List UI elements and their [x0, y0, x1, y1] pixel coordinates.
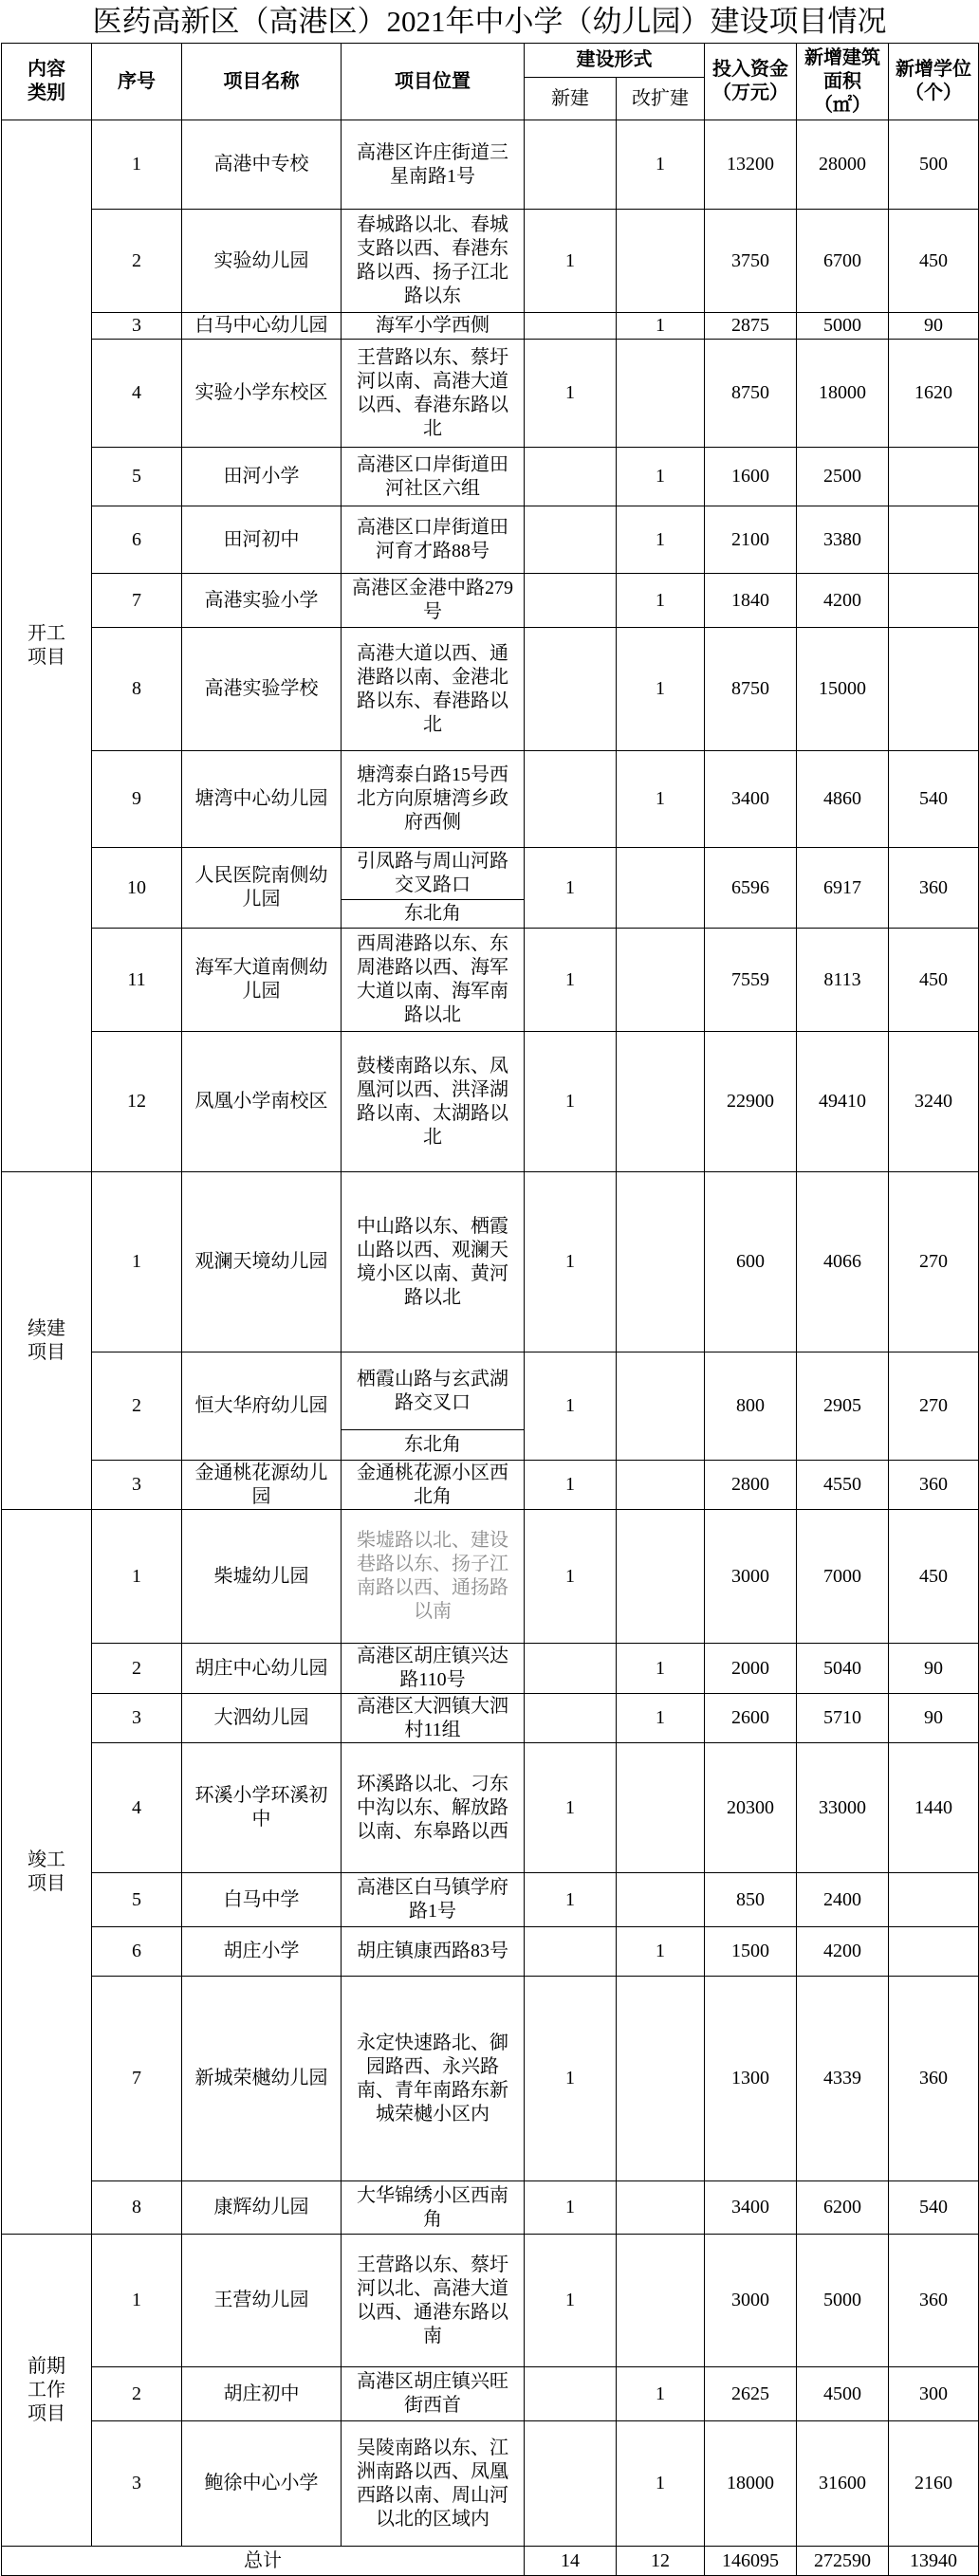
project-location-cell	[342, 929, 525, 1032]
new-seats-cell: 2160	[889, 2421, 979, 2547]
investment-cell: 1600	[705, 448, 797, 506]
new-build-cell: 1	[525, 1461, 617, 1510]
total-label: 总计	[2, 2547, 525, 2576]
location-text: 胡庄镇康西路83号	[357, 1941, 508, 1961]
location-text: 金通桃花源小区西北角	[357, 1462, 508, 1507]
new-area-cell: 4500	[797, 2367, 889, 2421]
location-main: 引凤路与周山河路交叉路口	[357, 851, 508, 895]
location-text: 环溪路以北、刁东中沟以东、解放路以南、东皋路以西	[357, 1773, 508, 1842]
renovation-cell: 1	[617, 628, 705, 751]
renovation-cell: 1	[617, 1694, 705, 1743]
project-name-cell: 环溪小学环溪初中	[182, 1743, 342, 1873]
new-seats-cell: 540	[889, 2181, 979, 2235]
new-build-cell	[525, 120, 617, 210]
new-seats-cell: 270	[889, 1172, 979, 1352]
table-row	[2, 574, 979, 628]
location-text: 王营路以东、蔡圩河以南、高港大道以西、春港东路以北	[357, 346, 508, 439]
project-location-cell	[342, 506, 525, 574]
new-area-cell: 5040	[797, 1644, 889, 1694]
header-category-label: 内容类别	[28, 59, 65, 103]
table-row	[2, 120, 979, 210]
investment-cell: 3400	[705, 751, 797, 848]
header-new-area	[797, 44, 889, 120]
new-seats-cell: 90	[889, 1644, 979, 1694]
new-area-cell: 28000	[797, 120, 889, 210]
new-seats-cell: 540	[889, 751, 979, 848]
location-text: 高港区口岸街道田河育才路88号	[357, 517, 508, 561]
header-project-name: 项目名称	[182, 44, 342, 120]
table-row	[2, 1694, 979, 1743]
new-seats-cell	[889, 1873, 979, 1927]
seq-cell: 3	[92, 1694, 182, 1743]
project-name-cell: 海军大道南侧幼儿园	[182, 929, 342, 1032]
category-label: 开工项目	[28, 623, 65, 668]
new-build-cell: 1	[525, 1510, 617, 1644]
renovation-cell	[617, 2181, 705, 2235]
seq-cell: 7	[92, 1977, 182, 2181]
project-location-cell	[342, 1644, 525, 1694]
investment-cell: 13200	[705, 120, 797, 210]
investment-cell: 3400	[705, 2181, 797, 2235]
header-new-area-label: 新增建筑面积（㎡）	[804, 46, 880, 116]
project-name-cell: 金通桃花源幼儿园	[182, 1461, 342, 1510]
seq-cell: 3	[92, 313, 182, 340]
renovation-cell: 1	[617, 574, 705, 628]
new-build-cell	[525, 574, 617, 628]
renovation-cell	[617, 340, 705, 448]
new-area-cell: 7000	[797, 1510, 889, 1644]
header-renovation: 改扩建	[617, 78, 705, 120]
investment-cell: 6596	[705, 848, 797, 929]
category-label: 前期工作项目	[28, 2355, 65, 2424]
investment-cell: 22900	[705, 1032, 797, 1172]
category-label: 竣工项目	[28, 1849, 65, 1894]
project-location-cell	[342, 2367, 525, 2421]
project-name-cell: 恒大华府幼儿园	[182, 1352, 342, 1461]
table-row	[2, 1510, 979, 1644]
project-location-cell	[342, 751, 525, 848]
new-area-cell: 6700	[797, 210, 889, 313]
project-name-cell: 实验幼儿园	[182, 210, 342, 313]
new-build-cell	[525, 628, 617, 751]
seq-cell: 2	[92, 1352, 182, 1461]
header-category	[2, 44, 92, 120]
location-extra: 东北角	[342, 1429, 524, 1460]
seq-cell: 1	[92, 120, 182, 210]
project-name-cell: 高港实验学校	[182, 628, 342, 751]
investment-cell: 8750	[705, 340, 797, 448]
investment-cell: 2625	[705, 2367, 797, 2421]
seq-cell: 4	[92, 340, 182, 448]
new-build-cell: 1	[525, 1873, 617, 1927]
project-location-cell	[342, 1694, 525, 1743]
category-label: 续建项目	[28, 1317, 65, 1363]
new-area-cell: 6200	[797, 2181, 889, 2235]
renovation-cell: 1	[617, 751, 705, 848]
location-text: 高港区口岸街道田河社区六组	[357, 453, 508, 499]
project-name-cell: 白马中学	[182, 1873, 342, 1927]
new-seats-cell: 90	[889, 1694, 979, 1743]
investment-cell: 1840	[705, 574, 797, 628]
renovation-cell	[617, 1032, 705, 1172]
new-area-cell: 2400	[797, 1873, 889, 1927]
seq-cell: 1	[92, 2235, 182, 2367]
seq-cell: 8	[92, 628, 182, 751]
renovation-cell	[617, 1352, 705, 1461]
investment-cell: 7559	[705, 929, 797, 1032]
project-name-cell: 观澜天境幼儿园	[182, 1172, 342, 1352]
new-area-cell: 8113	[797, 929, 889, 1032]
renovation-cell	[617, 1873, 705, 1927]
new-seats-cell: 1440	[889, 1743, 979, 1873]
new-seats-cell: 1620	[889, 340, 979, 448]
project-location-cell	[342, 1743, 525, 1873]
new-build-cell: 1	[525, 2235, 617, 2367]
new-seats-cell: 3240	[889, 1032, 979, 1172]
new-area-cell: 15000	[797, 628, 889, 751]
total-investment: 146095	[705, 2547, 797, 2576]
seq-cell: 7	[92, 574, 182, 628]
total-new-area: 272590	[797, 2547, 889, 2576]
new-area-cell: 4550	[797, 1461, 889, 1510]
new-seats-cell	[889, 574, 979, 628]
project-name-cell: 高港实验小学	[182, 574, 342, 628]
seq-cell: 2	[92, 1644, 182, 1694]
new-seats-cell: 270	[889, 1352, 979, 1461]
new-build-cell: 1	[525, 1977, 617, 2181]
investment-cell: 800	[705, 1352, 797, 1461]
project-location-cell	[342, 2181, 525, 2235]
new-build-cell	[525, 313, 617, 340]
table-row	[2, 2235, 979, 2367]
table-row	[2, 929, 979, 1032]
category-cell	[2, 1172, 92, 1510]
investment-cell: 8750	[705, 628, 797, 751]
new-seats-cell	[889, 448, 979, 506]
location-text: 吴陵南路以东、江洲南路以西、凤凰西路以南、周山河以北的区域内	[357, 2437, 508, 2530]
new-build-cell: 1	[525, 1032, 617, 1172]
renovation-cell	[617, 2235, 705, 2367]
new-area-cell: 31600	[797, 2421, 889, 2547]
new-area-cell: 2905	[797, 1352, 889, 1461]
project-name-cell: 鲍徐中心小学	[182, 2421, 342, 2547]
renovation-cell: 1	[617, 448, 705, 506]
renovation-cell	[617, 848, 705, 929]
seq-cell: 4	[92, 1743, 182, 1873]
renovation-cell	[617, 1461, 705, 1510]
new-build-cell	[525, 2421, 617, 2547]
project-location-cell	[342, 848, 525, 929]
project-location-cell	[342, 2421, 525, 2547]
new-area-cell: 5000	[797, 2235, 889, 2367]
table-row	[2, 1032, 979, 1172]
seq-cell: 9	[92, 751, 182, 848]
location-text: 高港区金港中路279号	[352, 578, 513, 622]
investment-cell: 2875	[705, 313, 797, 340]
investment-cell: 3000	[705, 1510, 797, 1644]
header-project-location: 项目位置	[342, 44, 525, 120]
table-row	[2, 1352, 979, 1461]
project-location-cell	[342, 120, 525, 210]
project-table	[1, 43, 979, 2576]
location-text: 鼓楼南路以东、凤凰河以西、洪泽湖路以南、太湖路以北	[357, 1055, 508, 1148]
project-location-cell	[342, 340, 525, 448]
table-row	[2, 1172, 979, 1352]
renovation-cell	[617, 1743, 705, 1873]
new-seats-cell: 300	[889, 2367, 979, 2421]
project-location-cell	[342, 628, 525, 751]
header-investment-label: 投入资金（万元）	[712, 59, 788, 103]
new-seats-cell: 360	[889, 848, 979, 929]
investment-cell: 3000	[705, 2235, 797, 2367]
seq-cell: 5	[92, 448, 182, 506]
new-seats-cell: 500	[889, 120, 979, 210]
investment-cell: 2000	[705, 1644, 797, 1694]
new-area-cell: 5710	[797, 1694, 889, 1743]
seq-cell: 2	[92, 210, 182, 313]
renovation-cell: 1	[617, 1927, 705, 1977]
new-seats-cell: 360	[889, 2235, 979, 2367]
new-build-cell: 1	[525, 1352, 617, 1461]
category-cell	[2, 1510, 92, 2235]
new-area-cell: 6917	[797, 848, 889, 929]
table-row	[2, 848, 979, 929]
project-name-cell: 大泗幼儿园	[182, 1694, 342, 1743]
location-text: 海军小学西侧	[376, 315, 490, 336]
new-area-cell: 4066	[797, 1172, 889, 1352]
project-location-cell	[342, 1352, 525, 1461]
project-name-cell: 胡庄初中	[182, 2367, 342, 2421]
new-seats-cell: 360	[889, 1977, 979, 2181]
location-text: 西周港路以东、东周港路以西、海军大道以南、海军南路以北	[357, 933, 508, 1025]
location-text: 塘湾泰白路15号西北方向原塘湾乡政府西侧	[357, 764, 508, 833]
new-area-cell: 4200	[797, 1927, 889, 1977]
new-build-cell: 1	[525, 929, 617, 1032]
project-name-cell: 高港中专校	[182, 120, 342, 210]
seq-cell: 11	[92, 929, 182, 1032]
new-build-cell: 1	[525, 210, 617, 313]
location-text: 高港区胡庄镇兴达路110号	[357, 1646, 508, 1690]
category-cell	[2, 2235, 92, 2547]
location-main: 栖霞山路与玄武湖路交叉口	[357, 1368, 508, 1413]
investment-cell: 18000	[705, 2421, 797, 2547]
investment-cell: 600	[705, 1172, 797, 1352]
new-seats-cell	[889, 1927, 979, 1977]
total-new-seats: 13940	[889, 2547, 979, 2576]
project-location-cell	[342, 448, 525, 506]
investment-cell: 2600	[705, 1694, 797, 1743]
new-build-cell: 1	[525, 1172, 617, 1352]
new-seats-cell: 450	[889, 210, 979, 313]
new-area-cell: 4860	[797, 751, 889, 848]
project-location-cell	[342, 1172, 525, 1352]
new-area-cell: 18000	[797, 340, 889, 448]
seq-cell: 3	[92, 1461, 182, 1510]
new-seats-cell	[889, 628, 979, 751]
project-name-cell: 人民医院南侧幼儿园	[182, 848, 342, 929]
new-area-cell: 3380	[797, 506, 889, 574]
investment-cell: 20300	[705, 1743, 797, 1873]
project-name-cell: 王营幼儿园	[182, 2235, 342, 2367]
table-row	[2, 1743, 979, 1873]
table-row	[2, 628, 979, 751]
table-row	[2, 1644, 979, 1694]
new-seats-cell: 450	[889, 929, 979, 1032]
new-build-cell	[525, 506, 617, 574]
category-cell	[2, 120, 92, 1172]
investment-cell: 2100	[705, 506, 797, 574]
total-renovation: 12	[617, 2547, 705, 2576]
new-seats-cell	[889, 506, 979, 574]
renovation-cell: 1	[617, 120, 705, 210]
project-location-cell	[342, 1461, 525, 1510]
renovation-cell: 1	[617, 506, 705, 574]
location-text: 高港区胡庄镇兴旺街西首	[357, 2371, 508, 2416]
investment-cell: 1300	[705, 1977, 797, 2181]
new-area-cell: 4200	[797, 574, 889, 628]
table-footer	[2, 2547, 979, 2576]
project-name-cell: 柴墟幼儿园	[182, 1510, 342, 1644]
location-text: 永定快速路北、御园路西、永兴路南、青年南路东新城荣樾小区内	[357, 2032, 508, 2125]
new-build-cell	[525, 448, 617, 506]
investment-cell: 3750	[705, 210, 797, 313]
project-location-cell	[342, 1873, 525, 1927]
new-build-cell: 1	[525, 340, 617, 448]
renovation-cell: 1	[617, 313, 705, 340]
seq-cell: 2	[92, 2367, 182, 2421]
new-build-cell: 1	[525, 2181, 617, 2235]
seq-cell: 6	[92, 1927, 182, 1977]
new-build-cell: 1	[525, 1743, 617, 1873]
project-location-cell	[342, 210, 525, 313]
renovation-cell: 1	[617, 2367, 705, 2421]
new-build-cell	[525, 1927, 617, 1977]
table-row	[2, 1927, 979, 1977]
total-row	[2, 2547, 979, 2576]
location-text: 高港区许庄街道三星南路1号	[357, 141, 508, 187]
header-new-seats	[889, 44, 979, 120]
project-name-cell: 胡庄小学	[182, 1927, 342, 1977]
header-row	[2, 44, 979, 78]
new-build-cell	[525, 1644, 617, 1694]
project-name-cell: 胡庄中心幼儿园	[182, 1644, 342, 1694]
renovation-cell	[617, 1172, 705, 1352]
project-name-cell: 白马中心幼儿园	[182, 313, 342, 340]
project-location-cell	[342, 2235, 525, 2367]
renovation-cell: 1	[617, 1644, 705, 1694]
header-seq: 序号	[92, 44, 182, 120]
new-seats-cell: 360	[889, 1461, 979, 1510]
location-text: 中山路以东、栖霞山路以西、观澜天境小区以南、黄河路以北	[357, 1215, 508, 1308]
seq-cell: 1	[92, 1172, 182, 1352]
table-row	[2, 506, 979, 574]
table-row	[2, 751, 979, 848]
renovation-cell	[617, 1977, 705, 2181]
header-new-build: 新建	[525, 78, 617, 120]
project-name-cell: 康辉幼儿园	[182, 2181, 342, 2235]
investment-cell: 850	[705, 1873, 797, 1927]
new-area-cell: 49410	[797, 1032, 889, 1172]
project-location-cell	[342, 313, 525, 340]
table-row	[2, 2181, 979, 2235]
project-name-cell: 塘湾中心幼儿园	[182, 751, 342, 848]
location-text: 高港区大泗镇大泗村11组	[357, 1695, 508, 1740]
new-seats-cell: 450	[889, 1510, 979, 1644]
new-build-cell	[525, 1694, 617, 1743]
new-area-cell: 33000	[797, 1743, 889, 1873]
seq-cell: 12	[92, 1032, 182, 1172]
project-location-cell	[342, 1927, 525, 1977]
new-area-cell: 5000	[797, 313, 889, 340]
new-build-cell: 1	[525, 848, 617, 929]
new-seats-cell: 90	[889, 313, 979, 340]
header-new-seats-label: 新增学位（个）	[896, 59, 971, 103]
location-extra: 东北角	[342, 899, 524, 928]
header-construction-form: 建设形式	[525, 44, 705, 78]
table-row	[2, 1873, 979, 1927]
location-text: 王营路以东、蔡圩河以北、高港大道以西、通港东路以南	[357, 2254, 508, 2346]
location-text: 柴墟路以北、建设巷路以东、扬子江南路以西、通扬路以南	[357, 1530, 508, 1622]
seq-cell: 1	[92, 1510, 182, 1644]
renovation-cell	[617, 929, 705, 1032]
seq-cell: 5	[92, 1873, 182, 1927]
location-text: 春城路以北、春城支路以西、春港东路以西、扬子江北路以东	[357, 214, 508, 306]
table-row	[2, 210, 979, 313]
seq-cell: 10	[92, 848, 182, 929]
project-location-cell	[342, 1032, 525, 1172]
project-name-cell: 凤凰小学南校区	[182, 1032, 342, 1172]
new-area-cell: 2500	[797, 448, 889, 506]
location-text: 高港大道以西、通港路以南、金港北路以东、春港路以北	[357, 642, 508, 735]
renovation-cell: 1	[617, 2421, 705, 2547]
project-location-cell	[342, 1977, 525, 2181]
report-title: 医药高新区（高港区）2021年中小学（幼儿园）建设项目情况	[92, 5, 887, 38]
project-name-cell: 实验小学东校区	[182, 340, 342, 448]
table-row	[2, 340, 979, 448]
project-name-cell: 新城荣樾幼儿园	[182, 1977, 342, 2181]
new-build-cell	[525, 751, 617, 848]
table-row	[2, 2421, 979, 2547]
investment-cell: 2800	[705, 1461, 797, 1510]
new-build-cell	[525, 2367, 617, 2421]
table-row	[2, 1977, 979, 2181]
location-text: 高港区白马镇学府路1号	[357, 1877, 508, 1922]
location-text: 大华锦绣小区西南角	[357, 2184, 508, 2230]
table-row	[2, 1461, 979, 1510]
table-row	[2, 2367, 979, 2421]
seq-cell: 6	[92, 506, 182, 574]
table-row	[2, 448, 979, 506]
table-row	[2, 313, 979, 340]
total-new-build: 14	[525, 2547, 617, 2576]
project-name-cell: 田河小学	[182, 448, 342, 506]
new-area-cell: 4339	[797, 1977, 889, 2181]
investment-cell: 1500	[705, 1927, 797, 1977]
seq-cell: 8	[92, 2181, 182, 2235]
project-location-cell	[342, 574, 525, 628]
seq-cell: 3	[92, 2421, 182, 2547]
renovation-cell	[617, 210, 705, 313]
renovation-cell	[617, 1510, 705, 1644]
project-name-cell: 田河初中	[182, 506, 342, 574]
project-location-cell	[342, 1510, 525, 1644]
table-body	[2, 120, 979, 2547]
header-investment	[705, 44, 797, 120]
